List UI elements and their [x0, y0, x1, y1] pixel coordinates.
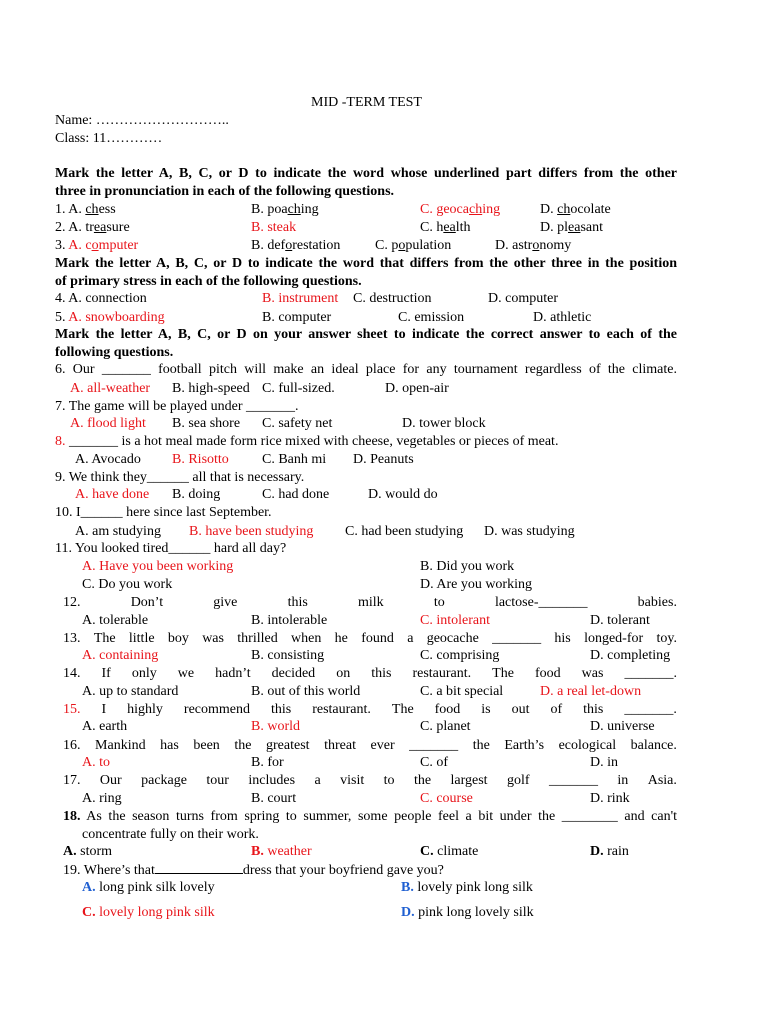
- q14-stem: 14. If only we hadn’t decided on this restaurant. The food was _______.: [63, 666, 677, 681]
- q9-stem: 9. We think they______ all that is necessary.: [55, 470, 305, 485]
- q15-option-d: D. universe: [590, 719, 655, 734]
- q16-option-c: C. of: [420, 755, 448, 770]
- q12-option-c: C. intolerant: [420, 613, 490, 628]
- q17-stem: 17. Our package tour includes a visit to the largest golf _______ in Asia.: [63, 773, 677, 788]
- q11-option-b: B. Did you work: [420, 559, 515, 574]
- q16-option-a: A. to: [82, 755, 110, 770]
- q18-option-d: D. rain: [590, 844, 629, 859]
- q7-stem: 7. The game will be played under _______.: [55, 399, 299, 414]
- q15-option-b: B. world: [251, 719, 300, 734]
- q10-option-c: C. had been studying: [345, 524, 464, 539]
- q19-option-d: D. pink long lovely silk: [401, 905, 534, 920]
- q12-option-a: A. tolerable: [82, 613, 149, 628]
- q2-option-b: B. steak: [251, 220, 297, 235]
- q19-stem: 19. Where’s that dress that your boyfriend gave you?: [63, 863, 444, 878]
- q11-option-c: C. Do you work: [82, 577, 173, 592]
- q1-option-c: C. geocaching: [420, 202, 501, 217]
- q19-option-b: B. lovely pink long silk: [401, 880, 533, 895]
- answer-instruction-2: following questions.: [55, 345, 174, 360]
- q19-option-c: C. lovely long pink silk: [82, 905, 215, 920]
- q15-stem: 15. I highly recommend this restaurant. The food is out of this _______.: [63, 702, 677, 717]
- q9-option-b: B. doing: [172, 487, 221, 502]
- q8-option-d: D. Peanuts: [353, 452, 414, 467]
- q18-option-b: B. weather: [251, 844, 312, 859]
- q7-option-d: D. tower block: [402, 416, 486, 431]
- page-title: MID -TERM TEST: [311, 95, 422, 110]
- q5-option-b: B. computer: [262, 310, 332, 325]
- q18-stem-line-2: concentrate fully on their work.: [82, 827, 259, 842]
- q4-option-a: 4. A. connection: [55, 291, 147, 306]
- q18-option-a: A. storm: [63, 844, 113, 859]
- q10-stem: 10. I______ here since last September.: [55, 505, 272, 520]
- q9-option-a: A. have done: [75, 487, 150, 502]
- q10-option-d: D. was studying: [484, 524, 575, 539]
- q10-option-a: A. am studying: [75, 524, 161, 539]
- q8-stem: 8. _______ is a hot meal made form rice mixed with cheese, vegetables or pieces of meat.: [55, 434, 559, 449]
- q5-option-d: D. athletic: [533, 310, 592, 325]
- q8-option-a: A. Avocado: [75, 452, 141, 467]
- q19-option-a: A. long pink silk lovely: [82, 880, 215, 895]
- q3-option-d: D. astronomy: [495, 238, 572, 253]
- q17-option-b: B. court: [251, 791, 297, 806]
- q3-option-c: C. population: [375, 238, 452, 253]
- stress-instruction-1: Mark the letter A, B, C, or D to indicate the word that differs from the other three in the position: [55, 256, 677, 271]
- q14-option-d: D. a real let-down: [540, 684, 642, 699]
- pronunciation-instruction-2: three in pronunciation in each of the following questions.: [55, 184, 395, 199]
- q16-option-b: B. for: [251, 755, 284, 770]
- class-line: Class: 11…………: [55, 131, 163, 146]
- q13-stem: 13. The little boy was thrilled when he found a geocache _______ his longed-for toy.: [63, 631, 677, 646]
- q12-option-b: B. intolerable: [251, 613, 328, 628]
- q7-option-c: C. safety net: [262, 416, 333, 431]
- q11-stem: 11. You looked tired______ hard all day?: [55, 541, 287, 556]
- q10-option-b: B. have been studying: [189, 524, 314, 539]
- q9-option-d: D. would do: [368, 487, 438, 502]
- q12-option-d: D. tolerant: [590, 613, 650, 628]
- q17-option-c: C. course: [420, 791, 473, 806]
- q13-option-b: B. consisting: [251, 648, 325, 663]
- q6-option-c: C. full-sized.: [262, 381, 335, 396]
- answer-instruction-1: Mark the letter A, B, C, or D on your answer sheet to indicate the correct answer to each of the: [55, 327, 677, 342]
- q1-option-b: B. poaching: [251, 202, 319, 217]
- q14-option-b: B. out of this world: [251, 684, 361, 699]
- q3-option-b: B. deforestation: [251, 238, 341, 253]
- q13-option-a: A. containing: [82, 648, 159, 663]
- q8-option-b: B. Risotto: [172, 452, 229, 467]
- q17-option-a: A. ring: [82, 791, 122, 806]
- q4-option-b: B. instrument: [262, 291, 339, 306]
- q18-option-c: C. climate: [420, 844, 479, 859]
- q13-option-d: D. completing: [590, 648, 671, 663]
- q17-option-d: D. rink: [590, 791, 630, 806]
- q2-option-c: C. health: [420, 220, 471, 235]
- q5-option-a: 5. A. snowboarding: [55, 310, 165, 325]
- q11-option-a: A. Have you been working: [82, 559, 234, 574]
- q2-option-a: 2. A. treasure: [55, 220, 130, 235]
- q16-stem: 16. Mankind has been the greatest threat ever _______ the Earth’s ecological balance.: [63, 738, 677, 753]
- q14-option-c: C. a bit special: [420, 684, 504, 699]
- pronunciation-instruction-1: Mark the letter A, B, C, or D to indicate the word whose underlined part differs from the other: [55, 166, 677, 181]
- name-line: Name: ………………………..: [55, 113, 229, 128]
- q18-stem-line-1: 18. As the season turns from spring to summer, some people feel a bit under the ________ and can't: [63, 809, 677, 824]
- q12-stem: 12. Don’t give this milk to lactose-_______ babies.: [63, 595, 677, 610]
- q6-stem: 6. Our _______ football pitch will make an ideal place for any tournament regardless of the climate.: [55, 362, 677, 377]
- stress-instruction-2: of primary stress in each of the following questions.: [55, 274, 362, 289]
- q1-option-d: D. chocolate: [540, 202, 611, 217]
- q2-option-d: D. pleasant: [540, 220, 603, 235]
- q6-option-a: A. all-weather: [70, 381, 151, 396]
- answer-blank: [155, 861, 243, 874]
- q9-option-c: C. had done: [262, 487, 330, 502]
- q8-option-c: C. Banh mi: [262, 452, 327, 467]
- q15-option-a: A. earth: [82, 719, 128, 734]
- q5-option-c: C. emission: [398, 310, 465, 325]
- q7-option-b: B. sea shore: [172, 416, 241, 431]
- q4-option-d: D. computer: [488, 291, 558, 306]
- q1-option-a: 1. A. chess: [55, 202, 116, 217]
- q13-option-c: C. comprising: [420, 648, 500, 663]
- q16-option-d: D. in: [590, 755, 618, 770]
- q6-option-b: B. high-speed: [172, 381, 250, 396]
- q14-option-a: A. up to standard: [82, 684, 179, 699]
- q6-option-d: D. open-air: [385, 381, 449, 396]
- q7-option-a: A. flood light: [70, 416, 146, 431]
- q11-option-d: D. Are you working: [420, 577, 532, 592]
- q3-option-a: 3. A. computer: [55, 238, 139, 253]
- q4-option-c: C. destruction: [353, 291, 432, 306]
- q15-option-c: C. planet: [420, 719, 471, 734]
